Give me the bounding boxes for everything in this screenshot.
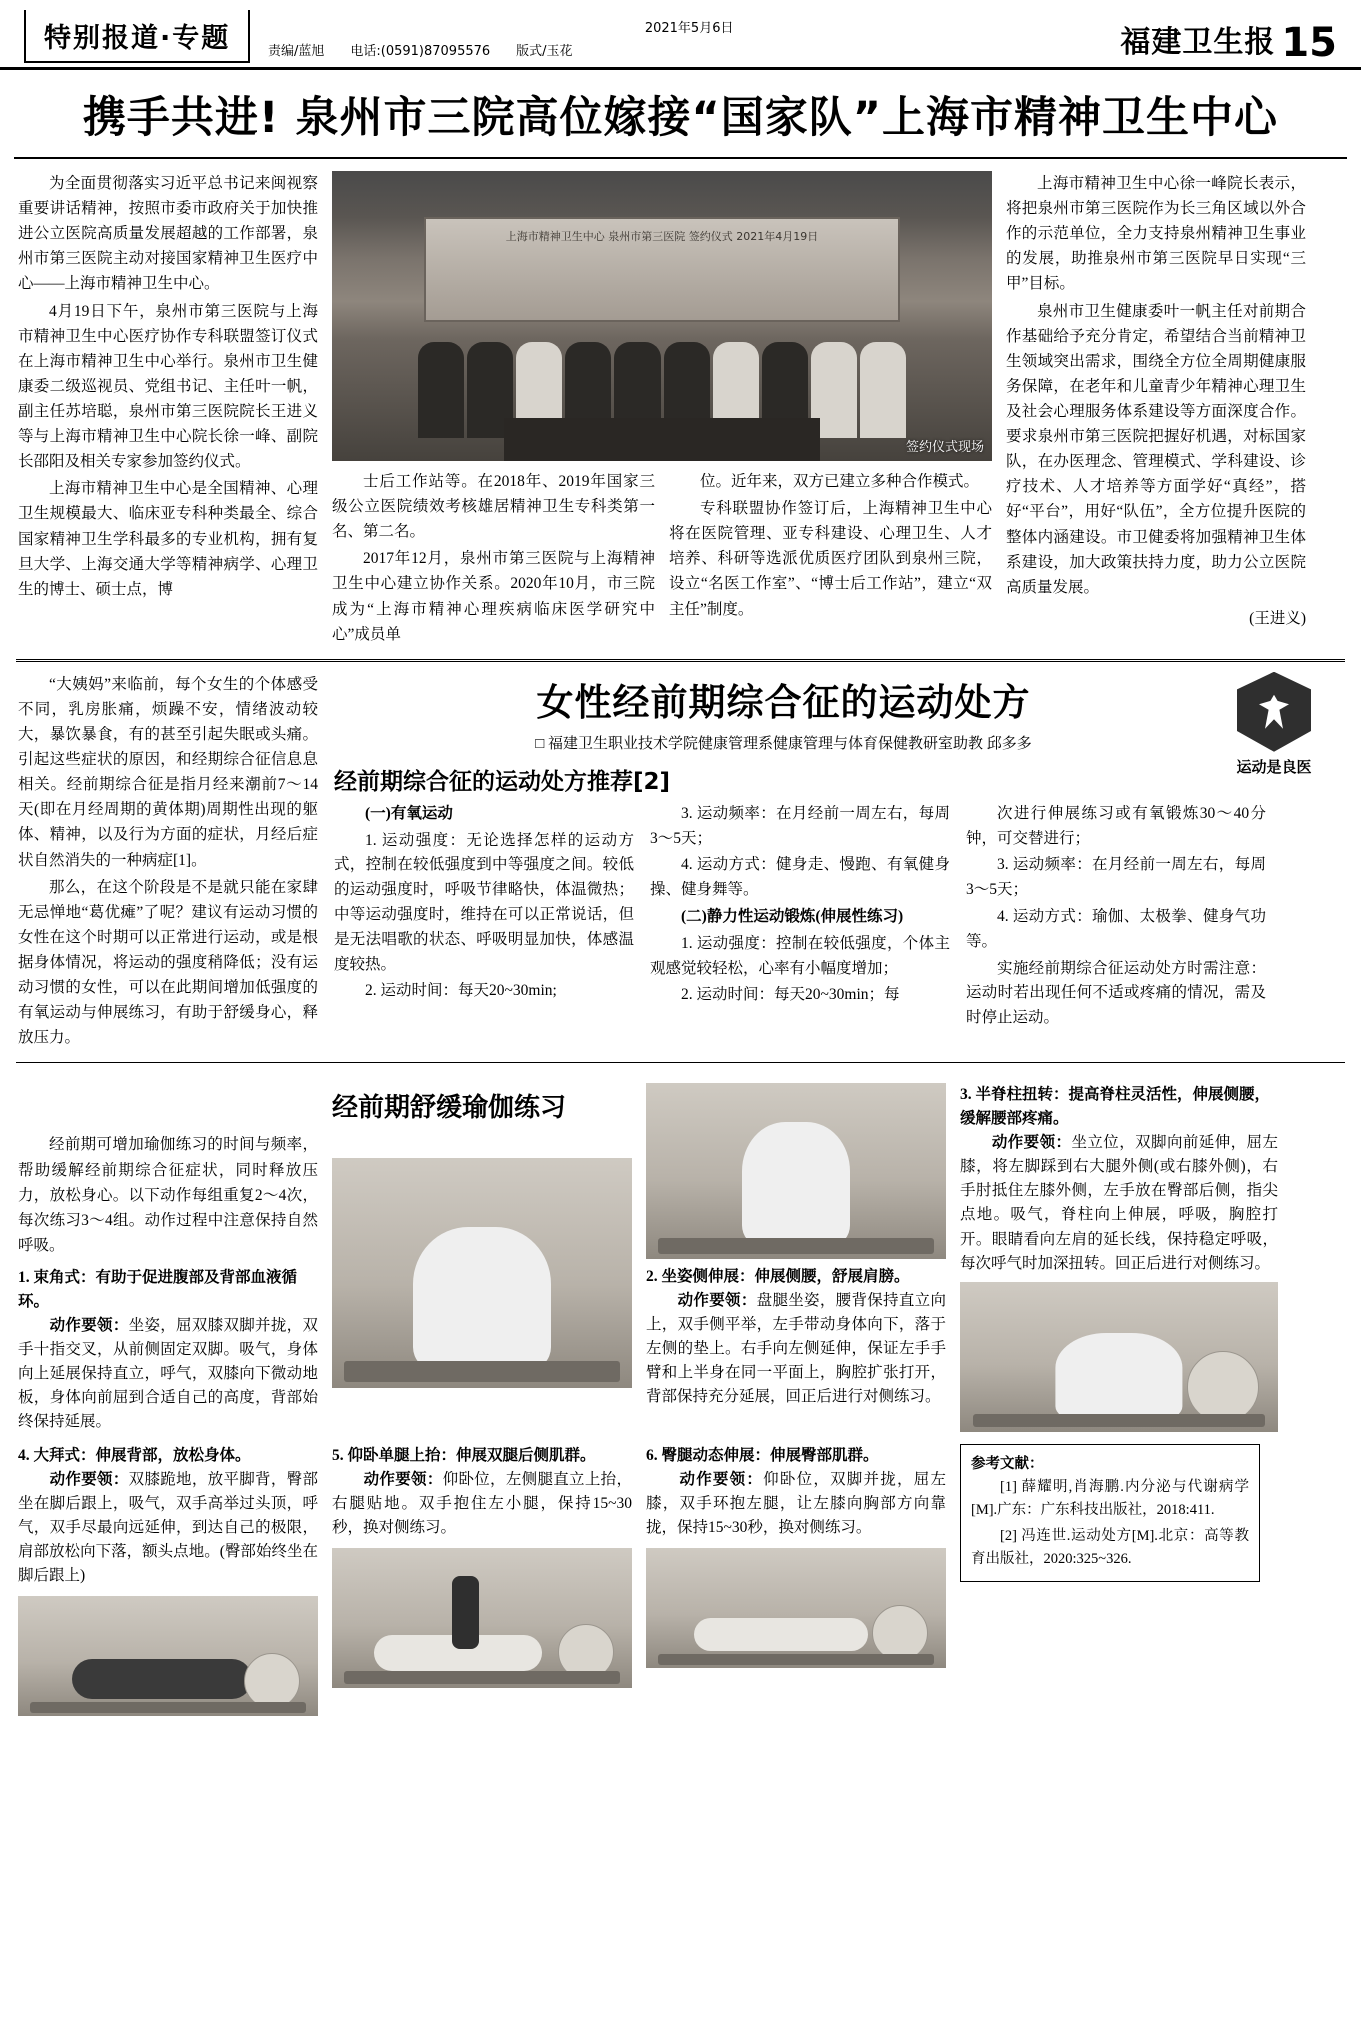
references-box (960, 1444, 1260, 1582)
rx-item: 1. 运动强度：无论选择怎样的运动方式，控制在较低强度到中等强度之间。较低的运动强度时，呼吸节律略快，体温微热；中等运动强度时，维持在可以正常说话，但是无法唱歌的状态、呼吸明显加快，体感温度较热。 (334, 831, 634, 973)
yoga-item-3-heading: 3. 半脊柱扭转：提高脊柱灵活性，伸展侧腰，缓解腰部疼痛。 (960, 1086, 1271, 1128)
rx-item: 4. 运动方式：瑜伽、太极拳、健身气功等。 (966, 907, 1266, 950)
signing-ceremony-photo (332, 171, 992, 461)
story2-subhead: 经前期综合征的运动处方推荐[2] (334, 768, 671, 795)
yoga-item-5-block (332, 1444, 632, 1688)
story1-subcolumns (332, 469, 992, 649)
item-key-text: 坐立位，双脚向前延伸，屈左膝，将左脚踩到右大腿外侧(或右膝外侧)，右手肘抵住左膝外侧，左手放在臀部后侧，指尖点地。吸气，脊柱向上伸展，呼吸，胸腔打开。眼睛看向左肩的延长线，保持稳定呼吸，每次呼气时加深扭转。回正后进行对侧练习。 (960, 1134, 1278, 1272)
story1-column-1 (18, 171, 318, 649)
reference-item: [1] 薛耀明,肖海鹏.内分泌与代谢病学[M].广东：广东科技出版社，2018:411. (971, 1479, 1249, 1519)
item-key-label: 动作要领 (679, 1471, 747, 1489)
phone-credit: 电话:(0591)87095576 (350, 44, 491, 59)
pose-6-photo (646, 1548, 946, 1668)
rx-item: 2. 运动时间：每天20~30min；每 (681, 986, 900, 1004)
item-number: 5. (332, 1447, 344, 1465)
item-key-text: 坐姿，屈双膝双脚并拢，双手十指交叉，从前侧固定双脚。吸气，身体向上延展保持直立，呼气，双膝向下微动地板，身体向前屈到合适自己的高度，背部始终保持延展。 (18, 1316, 318, 1431)
rx-item: 实施经前期综合征运动处方时需注意：运动时若出现任何不适或疼痛的情况，需及时停止运动。 (966, 959, 1266, 1027)
prescription-column-1 (334, 802, 634, 1033)
yoga-item-6-block (646, 1444, 946, 1668)
story1-column-3 (669, 469, 992, 649)
item-key-label: 动作要领 (991, 1134, 1056, 1152)
yoga-intro (18, 1132, 318, 1258)
prescription-column-3 (966, 802, 1266, 1033)
item-benefit: 伸展臀部肌群。 (770, 1447, 879, 1465)
item-key-label: 动作要领 (677, 1292, 741, 1310)
paper-name: 福建卫生报 (1120, 25, 1276, 60)
yoga-item-4-body: 动作要领：双膝跪地，放平脚背，臀部坐在脚后跟上，吸气，双手高举过头顶，呼气，双手尽最向远延伸，到达自己的极限，肩部放松向下落，额头点地。(臀部始终坐在脚后跟上) (18, 1471, 318, 1585)
yoga-pose-1-photo-block (332, 1083, 632, 1434)
item-name: 臀腿动态伸展 (661, 1447, 755, 1465)
reference-item: [2] 冯连世.运动处方[M].北京：高等教育出版社，2020:325~326. (971, 1527, 1249, 1567)
item-key-label: 动作要领 (49, 1316, 113, 1334)
rx-item: 3. 运动频率：在月经前一周左右，每周3～5天； (650, 804, 950, 847)
yoga-intro-block (18, 1083, 318, 1434)
shield-icon (1237, 672, 1311, 752)
rx-item: 1. 运动强度：控制在较低强度，个体主观感觉较轻松，心率有小幅度增加； (650, 934, 950, 977)
rx-item: 3. 运动频率：在月经前一周左右，每周3～5天； (966, 856, 1266, 899)
masthead-brand (1120, 17, 1337, 66)
yoga-item-5-heading: 5. 仰卧单腿上抬：伸展双腿后侧肌群。 (332, 1447, 596, 1465)
exercise-is-medicine-logo (1231, 672, 1317, 777)
yoga-header-row (18, 1083, 1343, 1434)
masthead-meta (254, 17, 1120, 63)
rx-heading: (二)静力性运动锻炼(伸展性练习) (681, 907, 904, 925)
story1-para: 4月19日下午，泉州市第三医院与上海市精神卫生中心医疗协作专科联盟签订仪式在上海市精神卫生中心举行。泉州市卫生健康委二级巡视员、党组书记、主任叶一帆，副主任苏培聪，泉州市第三医院院长王进义等与上海市精神卫生中心院长徐一峰、副院长邵阳及相关专家参加签约仪式。 (18, 302, 318, 471)
story1-para: 位。近年来，双方已建立多种合作模式。 (700, 473, 980, 490)
logo-label: 运动是良医 (1236, 757, 1312, 776)
story2-top (18, 672, 1343, 1053)
story1-byline: (王进义) (1249, 609, 1306, 627)
photo-backdrop-screen: 上海市精神卫生中心 泉州市第三医院 签约仪式 2021年4月19日 (424, 217, 899, 321)
story1-column-2 (332, 469, 655, 649)
yoga-item-4-heading: 4. 大拜式：伸展背部，放松身体。 (18, 1447, 251, 1465)
rx-item: 2. 运动时间：每天20~30min; (365, 982, 557, 1000)
yoga-item-3-block (960, 1083, 1278, 1434)
story2-para: “大姨妈”来临前，每个女生的个体感受不同，乳房胀痛，烦躁不安，情绪波动较大，暴饮暴食，有的甚至引起失眠或头痛。引起这些症状的原因，和经期综合征信息息相关。经前期综合征是指月经来潮前7～14天(即在月经周期的黄体期)周期性出现的躯体、精神，以及行为方面的症状，月经后症状自然消失的一种病症[1]。 (18, 675, 318, 869)
rx-item: 4. 运动方式：健身走、慢跑、有氧健身操、健身舞等。 (650, 856, 950, 899)
story1-para: 士后工作站等。在2018年、2019年国家三级公立医院绩效考核雄居精神卫生专科类第一名、第二名。 (332, 473, 655, 541)
yoga-intro-para: 经前期可增加瑜伽练习的时间与频率，帮助缓解经前期综合征症状，同时释放压力，放松身心。以下动作每组重复2～4次，每次练习3～4组。动作过程中注意保持自然呼吸。 (18, 1136, 318, 1254)
item-benefit: 有助于促进腹部及背部血液循环。 (18, 1268, 298, 1310)
item-name: 大拜式 (33, 1447, 81, 1465)
yoga-item-2-body: 动作要领：盘腿坐姿，腰背保持直立向上，双手侧平举，左手带动身体向下，落于左侧的垫上。右手向左侧延伸，保证左手手臂和上半身在同一平面上，胸腔扩张打开，背部保持充分延展，回正后进行对侧练习。 (646, 1292, 946, 1406)
yoga-item-1-body: 动作要领：坐姿，屈双膝双脚并拢，双手十指交叉，从前侧固定双脚。吸气，身体向上延展保持直立，呼气，双膝向下微动地板，身体向前屈到合适自己的高度，背部始终保持延展。 (18, 1316, 318, 1431)
item-benefit: 伸展背部，放松身体。 (95, 1447, 251, 1465)
section-title: 特别报道·专题 (24, 10, 250, 63)
story2-headline: 女性经前期综合征的运动处方 (536, 680, 1031, 724)
item-benefit: 提高脊柱灵活性，伸展侧腰，缓解腰部疼痛。 (960, 1086, 1271, 1128)
pose-5-photo (332, 1548, 632, 1688)
item-key-label: 动作要领 (363, 1471, 427, 1489)
prescription-column-2 (650, 802, 950, 1033)
page-number: 15 (1281, 20, 1337, 66)
yoga-divider (16, 1062, 1345, 1063)
yoga-item-2-block (646, 1083, 946, 1434)
story1-para: 2017年12月，泉州市第三医院与上海精神卫生中心建立协作关系。2020年10月，市三院成为“上海市精神心理疾病临床医学研究中心”成员单 (332, 550, 655, 643)
rx-heading: (一)有氧运动 (365, 804, 453, 822)
photo-signing-table (504, 418, 821, 462)
story1 (0, 159, 1361, 649)
item-number: 6. (646, 1447, 658, 1465)
story2-right-block (334, 672, 1343, 1053)
item-key-text: 盘腿坐姿，腰背保持直立向上，双手侧平举，左手带动身体向下，落于左侧的垫上。右手向左侧延伸，保证左手手臂和上半身在同一平面上，胸腔扩张打开，背部保持充分延展，回正后进行对侧练习。 (646, 1292, 946, 1406)
photo-caption: 签约仪式现场 (905, 440, 984, 455)
yoga-item-3-body: 动作要领：坐立位，双脚向前延伸，屈左膝，将左脚踩到右大腿外侧(或右膝外侧)，右手肘抵住左膝外侧，左手放在臀部后侧，指尖点地。吸气，脊柱向上伸展，呼吸，胸腔打开。眼睛看向左肩的延长线，保持稳定呼吸，每次呼气时加深扭转。回正后进行对侧练习。 (960, 1134, 1278, 1272)
item-name: 半脊柱扭转 (975, 1086, 1054, 1104)
story1-para: 上海市精神卫生中心是全国精神、心理卫生规模最大、临床亚专科种类最全、综合国家精神卫生学科最多的专业机构，拥有复旦大学、上海交通大学等精神病学、心理卫生的博士、硕士点，博 (18, 480, 318, 598)
item-name: 束角式 (33, 1268, 81, 1286)
yoga-item-2-heading: 2. 坐姿侧伸展：伸展侧腰，舒展肩膀。 (646, 1268, 910, 1286)
story1-center-block (332, 171, 992, 649)
pose-4-photo (18, 1596, 318, 1716)
item-number: 3. (960, 1086, 972, 1104)
yoga-section (0, 1073, 1361, 1716)
yoga-item-5-body: 动作要领：仰卧位，左侧腿直立上抬，右腿贴地。双手抱住左小腿，保持15~30秒，换对侧练习。 (332, 1471, 632, 1537)
item-number: 4. (18, 1447, 30, 1465)
item-number: 1. (18, 1268, 30, 1286)
item-name: 仰卧单腿上抬 (347, 1447, 441, 1465)
references-block (960, 1444, 1260, 1582)
story1-para: 为全面贯彻落实习近平总书记来闽视察重要讲话精神，按照市委市政府关于加快推进公立医院高质量发展超越的工作部署，泉州市第三医院主动对接国家精神卫生医疗中心——上海市精神卫生中心。 (18, 175, 318, 293)
masthead (0, 0, 1361, 70)
story1-para: 上海市精神卫生中心徐一峰院长表示，将把泉州市第三医院作为长三角区域以外合作的示范单位，全力支持泉州精神卫生事业的发展，助推泉州市第三医院早日实现“三甲”目标。 (1006, 175, 1306, 293)
yoga-item-4-block (18, 1444, 318, 1716)
item-key-text: 仰卧位，双脚并拢，屈左膝，双手环抱左腿，让左膝向胸部方向靠拢，保持15~30秒，换对侧练习。 (646, 1471, 946, 1537)
issue-date: 2021年5月6日 (644, 21, 734, 36)
pose-2-photo (646, 1083, 946, 1259)
item-name: 坐姿侧伸展 (661, 1268, 740, 1286)
story2-para: 那么，在这个阶段是不是就只能在家肆无忌惮地“葛优瘫”了呢？建议有运动习惯的女性在这个时期可以正常进行运动，或是根据身体情况，将运动的强度稍降低；没有运动习惯的女性，可以在此期间增加低强度的有氧运动与伸展练习，有助于舒缓身心，释放压力。 (18, 878, 318, 1047)
editor-credit: 责编/蓝旭 (268, 44, 325, 59)
pose-3-photo (960, 1282, 1278, 1432)
story2-left-column (18, 672, 318, 1053)
item-key-label: 动作要领 (49, 1471, 113, 1489)
rx-item: 次进行伸展练习或有氧锻炼30～40分钟，可交替进行； (966, 804, 1266, 847)
story1-column-4 (1006, 171, 1306, 649)
item-number: 2. (646, 1268, 658, 1286)
item-benefit: 伸展侧腰，舒展肩膀。 (754, 1268, 910, 1286)
item-key-text: 仰卧位，左侧腿直立上抬，右腿贴地。双手抱住左小腿，保持15~30秒，换对侧练习。 (332, 1471, 632, 1537)
story2 (0, 662, 1361, 1053)
yoga-item-6-heading: 6. 臀腿动态伸展：伸展臀部肌群。 (646, 1447, 879, 1465)
yoga-bottom-row (18, 1444, 1343, 1716)
masthead-section-block (24, 10, 254, 63)
item-key-text: 双膝跪地，放平脚背，臀部坐在脚后跟上，吸气，双手高举过头顶，呼气，双手尽最向远延伸，到达自己的极限，肩部放松向下落，额头点地。(臀部始终坐在脚后跟上) (18, 1471, 318, 1585)
credits-row (268, 40, 1110, 61)
story1-headline: 携手共进! 泉州市三院高位嫁接“国家队”上海市精神卫生中心 (14, 70, 1347, 159)
references-title: 参考文献： (971, 1456, 1044, 1473)
story1-para: 专科联盟协作签订后，上海精神卫生中心将在医院管理、亚专科建设、心理卫生、人才培养、科研等选派优质医疗团队到泉州三院，设立“名医工作室”、“博士后工作站”，建立“双主任”制度。 (669, 500, 992, 618)
story1-para: 泉州市卫生健康委叶一帆主任对前期合作基础给予充分肯定，希望结合当前精神卫生领域突出需求，围绕全方位全周期健康服务保障，在老年和儿童青少年精神心理卫生及社会心理服务体系建设等方面深度合作。要求泉州市第三医院把握好机遇，对标国家队，在办医理念、管理模式、学科建设、诊疗技术、人才培养等方面学好“真经”，搭好“平台”，用好“队伍”，全方位提升医院的整体内涵建设。市卫健委将加强精神卫生体系建设，加大政策扶持力度，助力公立医院高质量发展。 (1006, 302, 1306, 596)
story2-author: □ 福建卫生职业技术学院健康管理系健康管理与体育保健教研室助教 邱多多 (535, 735, 1032, 752)
yoga-item-6-body: 动作要领：仰卧位，双脚并拢，屈左膝，双手环抱左腿，让左膝向胸部方向靠拢，保持15~30秒，换对侧练习。 (646, 1471, 946, 1537)
item-benefit: 伸展双腿后侧肌群。 (456, 1447, 596, 1465)
pose-1-photo (332, 1158, 632, 1388)
yoga-section-title: 经前期舒缓瑜伽练习 (332, 1093, 567, 1124)
yoga-item-1-heading: 1. 束角式：有助于促进腹部及背部血液循环。 (18, 1268, 298, 1310)
prescription-columns (334, 802, 1343, 1033)
layout-credit: 版式/玉花 (516, 44, 573, 59)
